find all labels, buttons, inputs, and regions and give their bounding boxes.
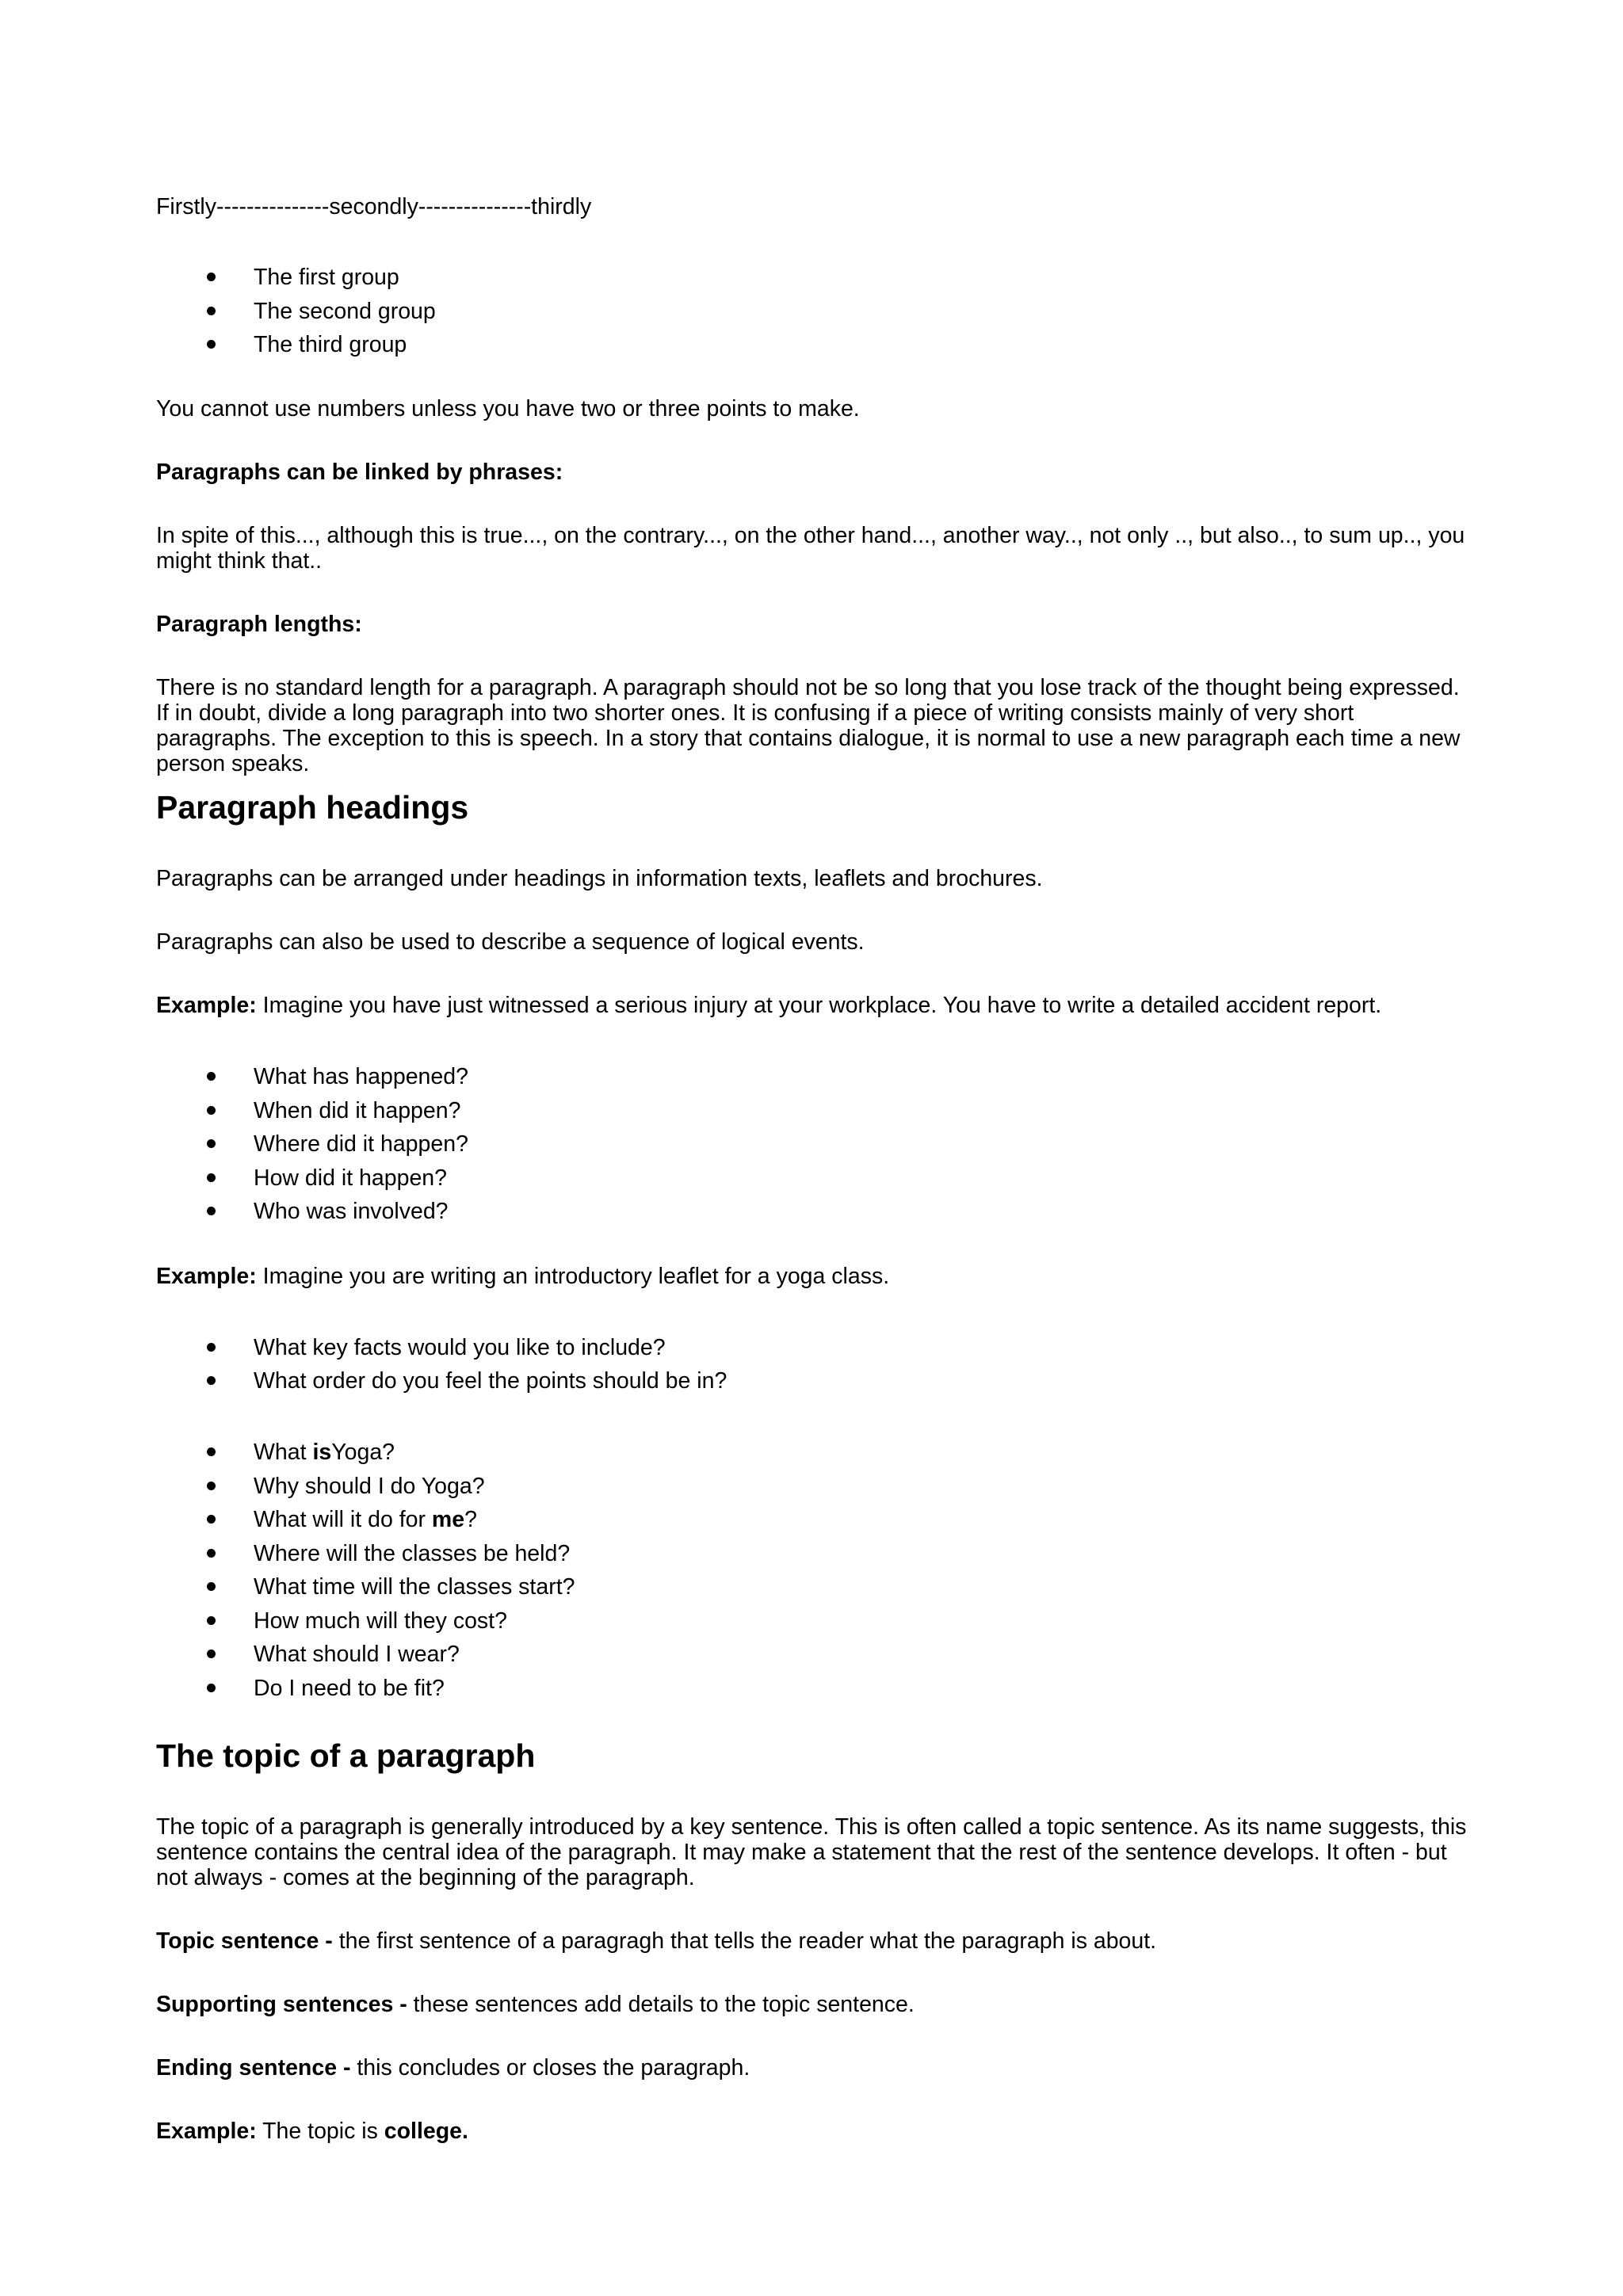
bullet-icon (207, 1139, 216, 1148)
list-item: When did it happen? (254, 1098, 461, 1123)
list-item: How much will they cost? (254, 1608, 507, 1634)
list-item: What should I wear? (254, 1642, 460, 1667)
list-item-emphasis: me (431, 1507, 465, 1532)
term-label: Topic sentence - (156, 1928, 333, 1954)
lengths-text: There is no standard length for a paragraph. A paragraph should not be so long that you lose track of the thought being expressed. If in doubt, divide a long paragraph into two shorter ones. It is confusing if a piece of writing consists mainly of very short paragraphs. The exception to this is speech. In a story that contains dialogue, it is normal to use a new paragraph each time a new person speaks. (156, 675, 1461, 776)
list-item-emphasis: is (312, 1440, 332, 1465)
list-item: The first group (254, 265, 399, 290)
bullet-icon (207, 273, 216, 281)
example-label: Example: (156, 2119, 257, 2144)
lengths-heading: Paragraph lengths: (156, 612, 362, 637)
list-item: Who was involved? (254, 1199, 449, 1224)
bullet-icon (207, 1650, 216, 1658)
list-item: What key facts would you like to include? (254, 1335, 666, 1360)
term-label: Supporting sentences - (156, 1992, 407, 2017)
bullet-icon (207, 1582, 216, 1591)
linked-heading: Paragraphs can be linked by phrases: (156, 460, 563, 485)
bullet-icon (207, 1515, 216, 1524)
section-heading-topic: The topic of a paragraph (156, 1737, 536, 1774)
list-item: Where will the classes be held? (254, 1541, 571, 1566)
list-item: What time will the classes start? (254, 1574, 575, 1600)
list-item (254, 1507, 477, 1532)
list-item: Why should I do Yoga? (254, 1474, 485, 1499)
supporting-sentences-def (156, 1992, 1472, 2017)
list-item: How did it happen? (254, 1165, 448, 1191)
list-item: What order do you feel the points should be in? (254, 1368, 727, 1394)
list-item-text: ? (464, 1507, 477, 1532)
list-item: The second group (254, 299, 436, 324)
term-definition: the first sentence of a paragragh that tells the reader what the paragraph is about. (332, 1928, 1157, 1954)
example-yoga (156, 1264, 1472, 1289)
list-item: The third group (254, 332, 407, 357)
bullet-icon (207, 1343, 216, 1352)
ending-sentence-def (156, 2055, 1472, 2081)
list-item: Do I need to be fit? (254, 1676, 445, 1701)
list-item-text: What will it do for (254, 1507, 432, 1532)
list-item-text: Yoga? (331, 1440, 395, 1465)
linked-text: In spite of this..., although this is true..., on the contrary..., on the other hand..., another way.., not only .., but also.., to sum up.., you might think that.. (156, 523, 1465, 574)
example-emphasis: college. (384, 2119, 468, 2144)
bullet-icon (207, 1207, 216, 1215)
example-label: Example: (156, 993, 257, 1018)
bullet-icon (207, 1549, 216, 1558)
example-text: Imagine you have just witnessed a serious injury at your workplace. You have to write a detailed accident report. (256, 993, 1382, 1018)
bullet-icon (207, 1684, 216, 1692)
headings-para-2: Paragraphs can also be used to describe a sequence of logical events. (156, 929, 865, 955)
bullet-icon (207, 1376, 216, 1385)
bullet-icon (207, 1173, 216, 1182)
list-item: Where did it happen? (254, 1131, 468, 1157)
bullet-icon (207, 1616, 216, 1625)
numbers-note: You cannot use numbers unless you have two or three points to make. (156, 396, 860, 421)
example-accident (156, 993, 1472, 1018)
list-item-text: What (254, 1440, 313, 1465)
example-college (156, 2119, 1472, 2144)
bullet-icon (207, 1482, 216, 1490)
bullet-icon (207, 1106, 216, 1115)
topic-sentence-def (156, 1928, 1472, 1954)
bullet-icon (207, 307, 216, 315)
list-item (254, 1440, 395, 1465)
topic-para: The topic of a paragraph is generally introduced by a key sentence. This is often called a topic sentence. As its name suggests, this sentence contains the central idea of the paragraph. It may make a statement that the rest of the sentence develops. It often - but not always - comes at the beginning of the paragraph. (156, 1814, 1467, 1890)
bullet-icon (207, 340, 216, 349)
term-definition: this concludes or closes the paragraph. (350, 2055, 750, 2081)
bullet-icon (207, 1447, 216, 1456)
bullet-icon (207, 1072, 216, 1081)
section-heading-paragraph-headings: Paragraph headings (156, 789, 469, 826)
list-item: What has happened? (254, 1064, 468, 1089)
headings-para-1: Paragraphs can be arranged under headings in information texts, leaflets and brochures. (156, 866, 1043, 891)
intro-line: Firstly---------------secondly---------------thirdly (156, 194, 592, 219)
term-label: Ending sentence - (156, 2055, 351, 2081)
example-text: The topic is (256, 2119, 384, 2144)
example-label: Example: (156, 1264, 257, 1289)
example-text: Imagine you are writing an introductory leaflet for a yoga class. (256, 1264, 890, 1289)
term-definition: these sentences add details to the topic sentence. (407, 1992, 915, 2017)
